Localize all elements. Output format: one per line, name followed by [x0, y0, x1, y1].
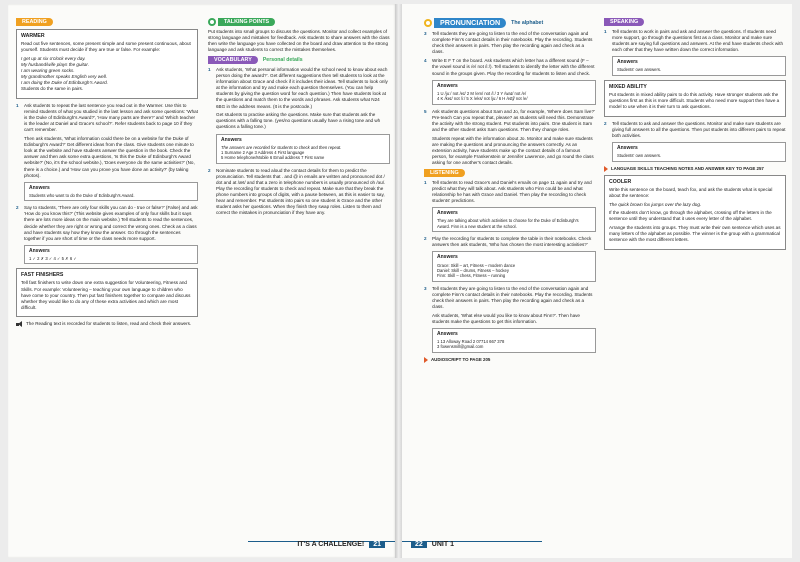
- answers-title: Answers: [437, 254, 458, 261]
- cooler-text: If the students don't know, go through the alphabet, crossing off the letters in the sentence until they understand that it uses every letter of the alphabet.: [609, 210, 772, 222]
- pron-item-4: [424, 58, 596, 76]
- answers-title: Answers: [221, 136, 242, 143]
- answers-box: [216, 134, 390, 164]
- left-column-2: [208, 18, 390, 220]
- item-number: 2: [604, 120, 607, 126]
- cooler-text: Arrange the students into groups. They must write their own sentence which uses as many letters of the alphabet as possible. The winner is the group with a grammatical sentence with the most different letters.: [609, 225, 781, 243]
- cooler-text: Write this sentence on the board, teach fox, and ask the students what is special about the sentence:: [609, 186, 773, 198]
- item-text: Tell students to ask and answer the questions. Monitor and make sure students are giving full answers to all the questions. Then put students into different pairs to repeat both activities.: [612, 120, 786, 139]
- reading-item-1: [16, 103, 198, 179]
- item-number: 3: [424, 31, 427, 36]
- audioscript-text: AUDIOSCRIPT TO PAGE 205: [431, 356, 491, 362]
- mixed-ability-text: Put students in mixed ability pairs to do this activity. Have stronger students ask the questions first as this is more difficult. Students who need more support then have a model to use when it is their turn to ask questions.: [609, 91, 780, 110]
- pronunciation-tag: PRONUNCIATION: [434, 18, 506, 28]
- item-text: Then ask students, 'What information could there be on a website for the Duke of Edinburgh's Award?' Get different ideas from the class. Give students one minute to look at the website and have students answer the question in the book. Check the answer and then ask some extra questions, 'Is this the Duke of Edinburgh's Award website?' (No, it's the school website.), 'Does everyone do the same activities?' (No, there is a choice.) and 'How can you prove you have done an activity?' (by taking photos).: [24, 136, 195, 178]
- fast-finishers-text: Tell fast finishers to write down one extra suggestion for Volunteering, Fitness and Skills. For example: Volunteering – teaching your own language to children who have come to your country. Then put fast finishers together to compare and discuss whether they would like to do any of these extra activities and which are most difficult.: [21, 280, 191, 310]
- page-number: 21: [369, 541, 385, 548]
- item-text: Tell students they are going to listen to the end of the conversation again and complete Finn's contact details in their notebooks. Play the recording. Students check their answers in pairs. Then play the recording again and check as a class.: [432, 31, 593, 55]
- speak-item-1: [604, 29, 786, 53]
- answers-text: Daniel: Skill – drums, Fitness – hockey: [437, 267, 509, 273]
- audio-text: The Reading text is recorded for students to listen, read and check their answers.: [26, 321, 192, 327]
- answers-box: [432, 328, 596, 353]
- item-number: 2: [208, 167, 211, 173]
- audio-note: [16, 321, 198, 330]
- item-text: Tell students to work in pairs and ask and answer the questions. If students need more support, go through the questions first as a class. Monitor and make sure students are saying full questions and answers. At the end have students check with each other that they have written down the correct information.: [612, 29, 784, 53]
- item-text: Play the recording for students to complete the table in their notebooks. Check answers then ask students, 'Who has chosen the most interesting activities?': [432, 236, 592, 248]
- item-text: Ask students questions about Sam and Jo, for example, 'Where does Sam live?' Pre-teach Can you repeat that, please? as students will need this. Demonstrate the activity with the strong student. Put students into pairs. One student is Sam and the other student asks Sam questions. Then they change roles.: [432, 108, 595, 132]
- item-text: Tell students to read Grace's and Daniel's emails on page 11 again and try and predict what they will talk about. Ask students who Finn could be and what relationship he has with Grace and Daniel. Then play the recording to check students' predictions.: [432, 180, 592, 204]
- page-number: 22: [411, 541, 427, 548]
- answers-text: 1 ✓ 2 ✗ 3 ✓ 4 ✓ 5 ✗ 6 ✓: [29, 255, 77, 261]
- pron-item-5: [424, 109, 596, 166]
- arrow-right-icon: [604, 166, 608, 172]
- item-text: Write E F T on the board. Ask students which letter has a different sound (F – the vowel sound is /e/ not /iː/). Tell students to identify the letter with the different sound in the groups given. Play the recording for students to listen and check.: [432, 58, 595, 76]
- warmer-example: My grandmother speaks English very well.: [21, 74, 108, 80]
- answers-box: [612, 142, 786, 162]
- item-text: Students repeat with the information about Jo. Monitor and make sure students are making the questions and pronouncing the answers correctly. As an extension activity, have students make up the contact details of a famous person, for example Frankenstein or Jennifer Lawrence, and go round the class asking for one another's contact details.: [432, 135, 594, 165]
- mixed-ability-title: MIXED ABILITY: [609, 83, 647, 90]
- answers-box: [612, 56, 786, 76]
- talking-points-icon: [208, 18, 216, 26]
- listening-tag: LISTENING: [424, 169, 465, 177]
- item-text: Ask students, 'What else would you like to know about Finn?'. Then have students make the questions to get this information.: [432, 312, 580, 324]
- footer-title: UNIT 1: [431, 541, 454, 548]
- answers-box: [432, 80, 596, 105]
- cooler-quote: The quick brown fox jumps over the lazy dog.: [609, 201, 702, 207]
- item-number: 1: [16, 103, 19, 109]
- listen-item-3: [424, 286, 596, 325]
- answers-box: [432, 207, 596, 232]
- item-number: 1: [424, 180, 427, 185]
- answers-text: 3 fowensmill@gmail.com: [437, 344, 484, 350]
- vocab-item-2: [208, 168, 390, 217]
- vocabulary-tag: VOCABULARY: [208, 56, 258, 64]
- answers-title: Answers: [29, 184, 50, 191]
- pronunciation-icon: [424, 19, 432, 27]
- warmer-box: [16, 29, 198, 99]
- talking-points-tag: TALKING POINTS: [218, 18, 275, 26]
- answers-text: They are talking about which activities to choose for the Duke of Edinburgh's Award. Finn is a new student at the school.: [437, 218, 579, 229]
- answers-text: 1 Surname 2 Age 3 Address 4 First language: [221, 150, 305, 155]
- right-column-1: [424, 18, 596, 366]
- left-column-1: [16, 18, 198, 330]
- vocabulary-subtitle: Personal details: [262, 56, 303, 63]
- answers-text: 4 K /keɪ/ not /iː/ 5 X /eks/ not /juː/ 6 H /eɪtʃ/ not /e/: [437, 96, 528, 102]
- warmer-intro: Read out five sentences, some present simple and some present continuous, about yourself. Students must decide if they are true or false. For example:: [21, 41, 191, 53]
- answers-text: 5 Home telephone/Mobile 6 Email address 7 First name: [221, 155, 325, 161]
- arrow-right-icon: [424, 357, 428, 363]
- vocab-item-1: [208, 67, 390, 131]
- fast-finishers-box: [16, 268, 198, 317]
- answers-text: Grace: Skill – art, Fitness – modern dance: [437, 262, 516, 268]
- answers-box: [24, 245, 198, 265]
- item-text: Ask students to repeat the last sentence you read out in the Warmer. Use this to remind students of what you studied in the last lesson and ask some questions: 'What is the Duke of Edinburgh's Award?', 'How many parts are there?' and 'Which teacher is the leader at Daniel and Grace's school?'. Refer students back to page 10 if they can't remember.: [24, 103, 199, 133]
- answers-title: Answers: [29, 247, 50, 254]
- item-number: 4: [424, 58, 427, 64]
- talking-points-text: Put students into small groups to discuss the questions. Monitor and collect examples of strong language and mistakes for feedback. Ask students to share answers with the class then write the language you have collected on the board and draw attention to the strong language and ask students to correct the mistakes themselves.: [208, 29, 390, 53]
- warmer-example: My husband/wife plays the guitar.: [21, 61, 90, 67]
- footer-title: IT'S A CHALLENGE!: [297, 541, 365, 548]
- item-number: 1: [604, 29, 607, 34]
- warmer-outro: Students do the same in pairs.: [21, 86, 84, 92]
- item-number: 3: [424, 285, 427, 291]
- speak-item-2: [604, 121, 786, 139]
- fast-finishers-title: FAST FINISHERS: [21, 272, 64, 279]
- item-text: Nominate students to read aloud the contact details for them to predict the pronunciation. Tell students that . and @ in emails are written and pronounced dot / dot and at /æt/ and that a zero in telephone numbers is usually pronounced oh /əʊ/. Play the recording for students to check and repeat. Make sure that they break the phone numbers into groups of digits, with a pause between, as this is easier to say, hear and remember. Put students into pairs so one student is Grace and the other student asks her questions. When they finish they swap roles. Listen to them and correct the mistakes in pronunciation if they have any.: [216, 167, 386, 216]
- listen-item-2: [424, 236, 596, 248]
- item-number: 5: [424, 108, 427, 114]
- left-page: [8, 4, 396, 558]
- answers-title: Answers: [617, 145, 638, 152]
- answers-text: 1 13 Alloway Road 2 07714 667 378: [437, 339, 505, 345]
- item-number: 1: [208, 66, 211, 72]
- answers-title: Answers: [617, 59, 638, 66]
- answers-text: Students' own answers.: [617, 153, 662, 159]
- answers-title: Answers: [437, 82, 458, 89]
- listen-item-1: [424, 180, 596, 204]
- answers-box: [24, 182, 198, 202]
- right-footer: [406, 541, 454, 548]
- answers-box: [432, 251, 596, 281]
- language-skills-text: LANGUAGE SKILLS TEACHING NOTES AND ANSWER KEY TO PAGE 257: [611, 165, 764, 171]
- right-column-2: [604, 18, 786, 254]
- mixed-ability-box: [604, 80, 786, 117]
- answers-text: 1 U /juː/ not /eɪ/ 2 M /em/ not /iː/ 3 Y /waɪ/ not /e/: [437, 90, 527, 96]
- reading-item-2: [16, 205, 198, 242]
- answers-title: Answers: [437, 330, 458, 337]
- right-page: [402, 4, 792, 558]
- answers-text: Finn: Skill – chess, Fitness – running: [437, 273, 506, 279]
- item-text: Get students to practise asking the questions. Make sure that students ask the questions with a falling tone. (yes/no questions usually have a rising tone and wh questions a falling tone.): [216, 112, 381, 130]
- cooler-title: COOLER: [609, 178, 632, 185]
- item-text: Ask students, 'What personal information would the school need to know about each person doing the award?'. Get different suggestions then tell students to look at the information about Grace and check if it includes their ideas. Tell students to look only at the information and try and make each question themselves. (You can help students by giving the question word for each question.) Then have students look at the questions and match them to the words and phrases. Ask students what N24 6BG in the address means. (It is the postcode.): [216, 66, 388, 109]
- reading-tag: READING: [16, 18, 53, 26]
- pronunciation-subtitle: The alphabet: [511, 19, 544, 26]
- cooler-box: [604, 175, 786, 250]
- item-number: 2: [424, 236, 427, 242]
- warmer-example: I am doing the Duke of Edinburgh's Award.: [21, 80, 108, 86]
- answers-text: Students who want to do the Duke of Edinburgh's Award.: [29, 192, 135, 198]
- audioscript-note[interactable]: [424, 357, 596, 363]
- item-text: Say to students, 'There are only four skills you can do - true or false?' (False) and ask 'How do you know this?' (This website gives examples of only four skills but it says there are lots more ideas on the main website.) Tell students to read the sentences, decide whether they are right or wrong and correct the wrong ones. Check as a class and have students say how they know the answer. Go through the sentences together if you are short of time or the class needs more support.: [24, 205, 198, 241]
- answers-title: Answers: [437, 210, 458, 217]
- item-number: 2: [16, 205, 19, 211]
- pron-item-3: [424, 31, 596, 55]
- answers-text: Students' own answers.: [617, 67, 662, 73]
- language-skills-note[interactable]: [604, 166, 786, 172]
- speaking-tag: SPEAKING: [604, 18, 644, 26]
- warmer-example: I get up at six o'clock every day.: [21, 55, 86, 61]
- item-text: Tell students they are going to listen to the end of the conversation again and complete Finn's contact details in their notebooks. Play the recording. Students check their answers in pairs. Then play the recording again and check as a class.: [432, 285, 593, 310]
- speaker-icon: [16, 321, 23, 327]
- warmer-example: I am wearing green socks.: [21, 68, 75, 74]
- left-footer: [297, 541, 390, 548]
- answers-note: The answers are recorded for students to check and then repeat.: [221, 144, 342, 150]
- warmer-title: WARMER: [21, 33, 45, 39]
